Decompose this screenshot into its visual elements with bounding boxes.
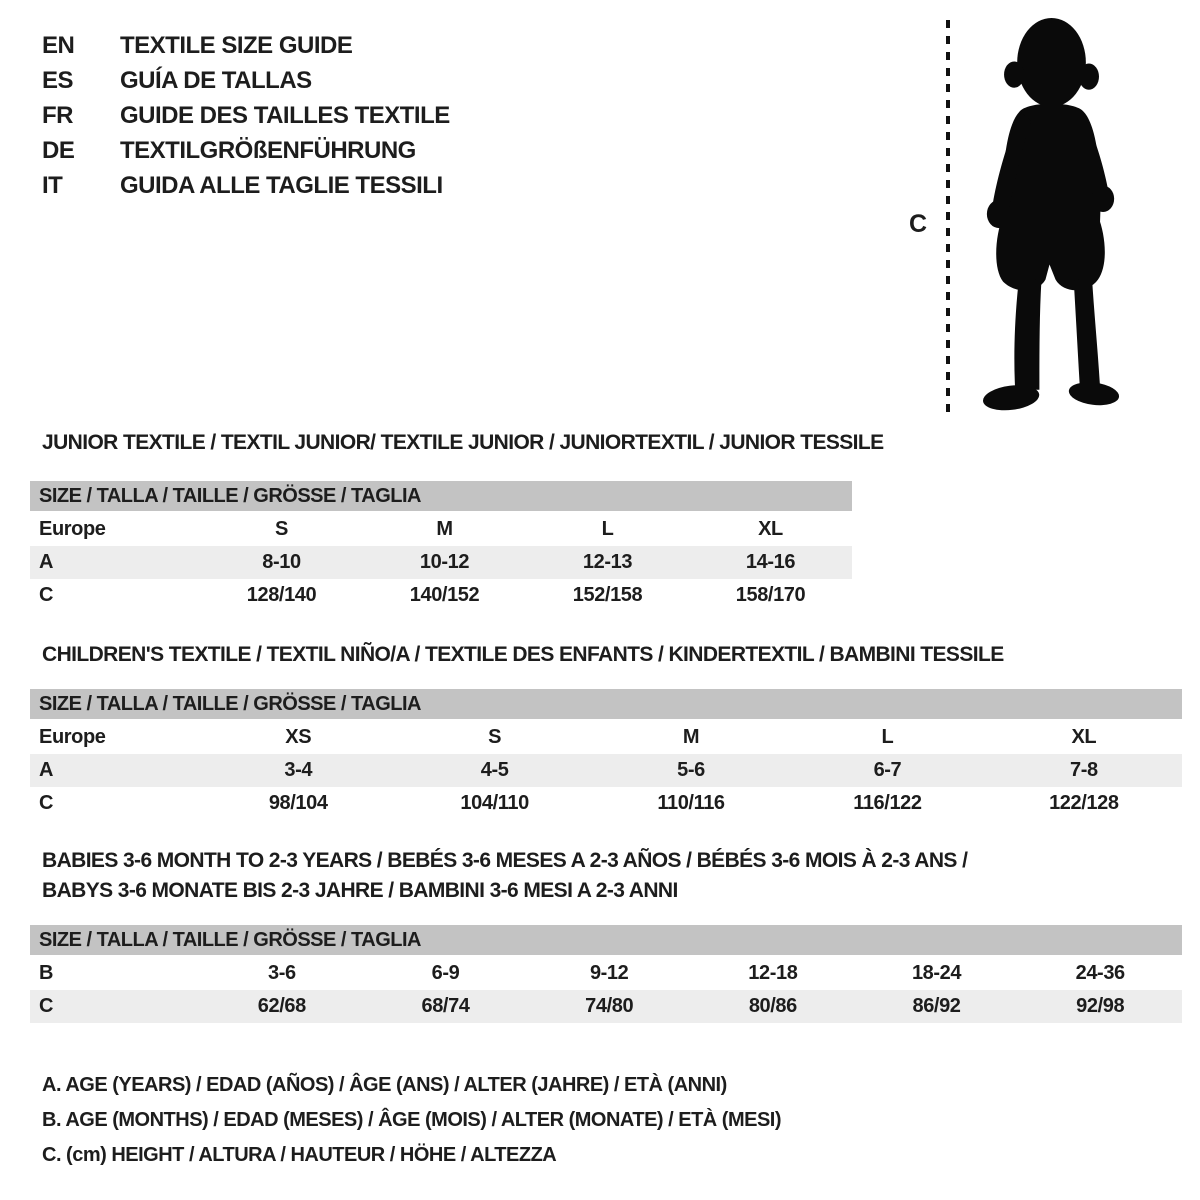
cell-value: 104/110 [460,792,529,814]
babies-size-table [30,925,1182,1023]
babies-table-body [30,957,1182,1023]
cell-value: 24-36 [1075,962,1125,984]
cell-value: 10-12 [419,551,470,573]
row-label: A [39,551,54,573]
cell-value: 128/140 [246,584,317,606]
height-dashed-line [946,20,950,418]
cell-value: 62/68 [257,995,306,1017]
row-label: Europe [39,726,106,748]
cell-value: 116/122 [853,792,922,814]
legend-line-a: A. AGE (YEARS) / EDAD (AÑOS) / ÂGE (ANS) / ALTER (JAHRE) / ETÀ (ANNI) [42,1074,727,1096]
table-row-a [30,546,852,579]
row-label: C [39,995,54,1017]
cell-value: L [881,726,894,748]
cell-value: S [488,726,502,748]
children-section-title: CHILDREN'S TEXTILE / TEXTIL NIÑO/A / TEXTILE DES ENFANTS / KINDERTEXTIL / BAMBINI TESSILE [42,643,1004,666]
language-title: TEXTILGRÖßENFÜHRUNG [120,136,416,164]
language-title: TEXTILE SIZE GUIDE [120,31,353,59]
table-row-c [30,990,1182,1023]
language-code: ES [42,66,74,94]
language-code: DE [42,136,75,164]
row-label: A [39,759,54,781]
cell-value: 98/104 [268,792,328,814]
language-row-de [42,133,450,168]
table-row-a [30,754,1182,787]
cell-value: 158/170 [735,584,806,606]
junior-section-title: JUNIOR TEXTILE / TEXTIL JUNIOR/ TEXTILE JUNIOR / JUNIORTEXTIL / JUNIOR TESSILE [42,431,884,454]
cell-value: 74/80 [585,995,634,1017]
cell-value: L [601,518,614,540]
language-row-it [42,168,450,203]
cell-value: 8-10 [262,551,301,573]
language-row-es [42,63,450,98]
table-row-europe [30,513,852,546]
cell-value: 68/74 [421,995,470,1017]
children-size-table [30,689,1182,820]
cell-value: 6-7 [873,759,902,781]
junior-size-table [30,481,852,612]
table-row-b [30,957,1182,990]
measurement-legend [42,1068,781,1173]
row-label: B [39,962,54,984]
row-label: C [39,584,54,606]
cell-value: 4-5 [480,759,509,781]
cell-value: 14-16 [745,551,796,573]
language-code: EN [42,31,75,59]
cell-value: 5-6 [677,759,705,781]
language-row-en [42,28,450,63]
cell-value: 110/116 [657,792,725,814]
table-row-europe [30,721,1182,754]
cell-value: 3-4 [284,759,313,781]
language-title: GUÍA DE TALLAS [120,66,312,94]
language-title: GUIDE DES TAILLES TEXTILE [120,101,450,129]
babies-size-header: SIZE / TALLA / TAILLE / GRÖSSE / TAGLIA [30,925,1182,955]
height-measure-figure [895,12,1180,426]
height-measure-label: C [909,210,928,238]
cell-value: 12-13 [582,551,633,573]
children-table-body [30,721,1182,820]
language-code: FR [42,101,73,129]
cell-value: XS [285,726,312,748]
legend-line-c: C. (cm) HEIGHT / ALTURA / HAUTEUR / HÖHE / ALTEZZA [42,1144,557,1166]
toddler-silhouette-icon [967,16,1132,420]
cell-value: 12-18 [748,962,798,984]
babies-section-title-line2: BABYS 3-6 MONATE BIS 2-3 JAHRE / BAMBINI 3-6 MESI A 2-3 ANNI [42,879,678,902]
junior-size-header: SIZE / TALLA / TAILLE / GRÖSSE / TAGLIA [30,481,852,511]
cell-value: M [436,518,453,540]
table-row-c [30,787,1182,820]
cell-value: 152/158 [572,584,643,606]
cell-value: 80/86 [748,995,797,1017]
cell-value: S [275,518,288,540]
cell-value: 18-24 [911,962,962,984]
legend-line-b: B. AGE (MONTHS) / EDAD (MESES) / ÂGE (MOIS) / ALTER (MONATE) / ETÀ (MESI) [42,1109,782,1131]
language-title: GUIDA ALLE TAGLIE TESSILI [120,171,443,199]
cell-value: 9-12 [589,962,629,984]
cell-value: XL [1071,726,1097,748]
cell-value: 92/98 [1076,995,1125,1017]
language-code: IT [42,171,63,199]
babies-section-title-line1: BABIES 3-6 MONTH TO 2-3 YEARS / BEBÉS 3-6 MESES A 2-3 AÑOS / BÉBÉS 3-6 MOIS À 2-3 ANS / [42,849,968,872]
cell-value: 3-6 [267,962,296,984]
junior-table-body [30,513,852,612]
language-list [42,28,450,203]
cell-value: 6-9 [431,962,460,984]
cell-value: XL [758,518,783,540]
language-row-fr [42,98,450,133]
table-row-c [30,579,852,612]
cell-value: 122/128 [1049,792,1119,814]
cell-value: M [682,726,700,748]
row-label: Europe [39,518,106,540]
cell-value: 140/152 [409,584,480,606]
children-size-header: SIZE / TALLA / TAILLE / GRÖSSE / TAGLIA [30,689,1182,719]
cell-value: 7-8 [1069,759,1098,781]
cell-value: 86/92 [912,995,961,1017]
row-label: C [39,792,54,814]
